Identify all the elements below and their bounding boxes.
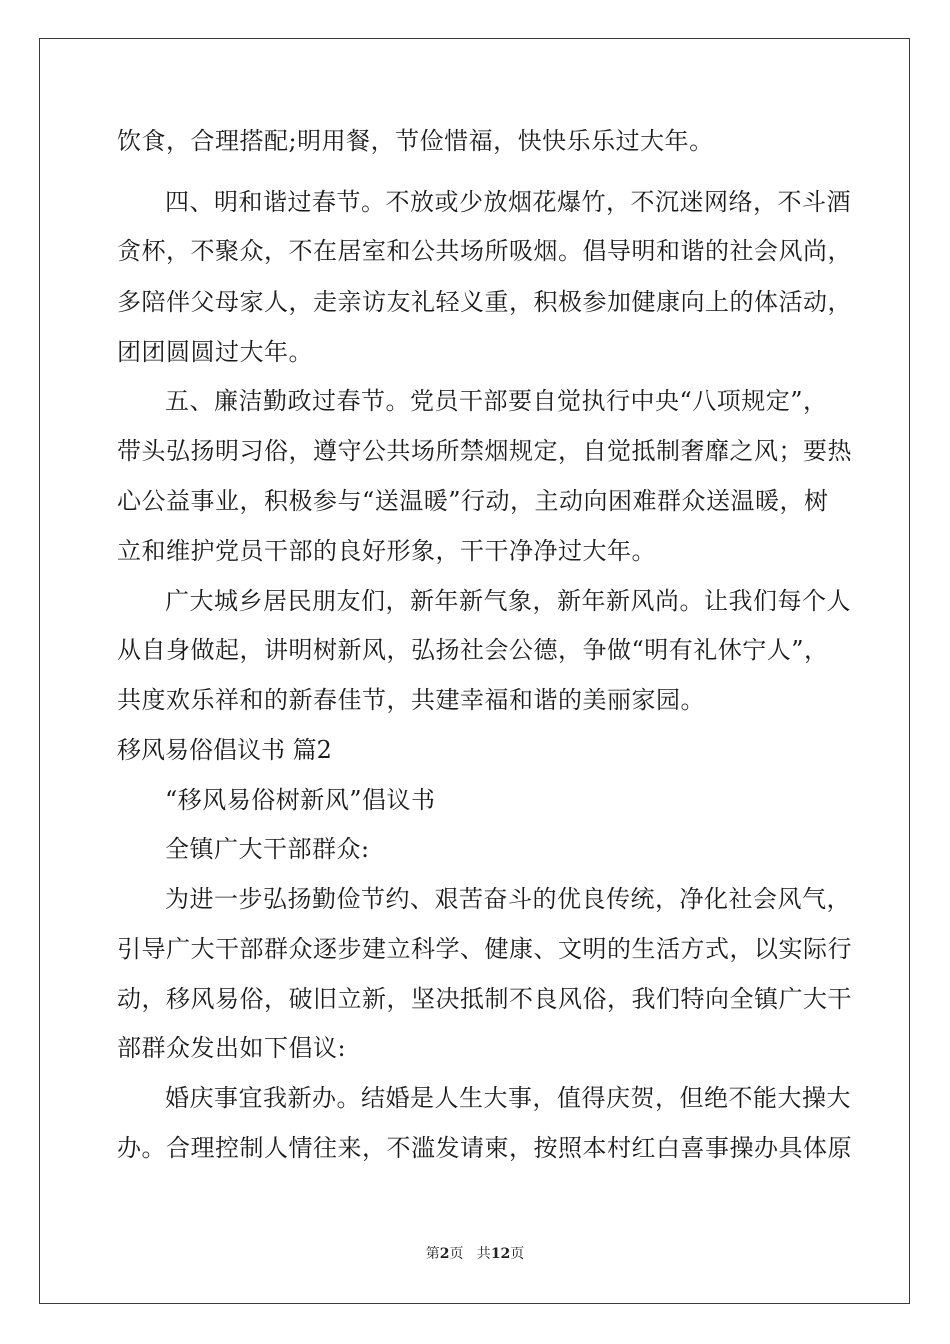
total-page-number: 12 [490, 1246, 511, 1262]
text-line: 贪杯，不聚众，不在居室和公共场所吸烟。倡导明和谐的社会风尚， [117, 237, 852, 265]
text-line: 共度欢乐祥和的新春佳节，共建幸福和谐的美丽家园。 [117, 686, 705, 714]
section-heading: 移风易俗倡议书 篇2 [117, 736, 332, 764]
text-line: 从自身做起，讲明树新风，弘扬社会公德，争做“明有礼休宁人”， [117, 636, 829, 664]
footer-prefix: 第 [425, 1246, 440, 1262]
paragraph-closing-line: 广大城乡居民朋友们，新年新气象，新年新风尚。让我们每个人 [165, 587, 851, 615]
paragraph-wedding-line: 婚庆事宜我新办。结婚是人生大事，值得庆贺，但绝不能大操大 [165, 1084, 851, 1112]
text-line: 引导广大干部群众逐步建立科学、健康、文明的生活方式，以实际行 [117, 935, 852, 963]
text-line: 多陪伴父母家人，走亲访友礼轻义重，积极参加健康向上的体活动， [117, 288, 852, 316]
paragraph-4-line: 四、明和谐过春节。不放或少放烟花爆竹，不沉迷网络，不斗酒 [165, 188, 851, 216]
text-line: 带头弘扬明习俗，遵守公共场所禁烟规定，自觉抵制奢靡之风；要热 [117, 437, 852, 465]
footer-middle: 页 共 [449, 1246, 491, 1262]
footer-suffix: 页 [510, 1246, 525, 1262]
document-title: “移风易俗树新风”倡议书 [165, 786, 436, 814]
text-line: 饮食，合理搭配;明用餐，节俭惜福，快快乐乐过大年。 [117, 127, 714, 155]
salutation: 全镇广大干部群众: [165, 835, 370, 863]
current-page-number: 2 [439, 1246, 450, 1262]
page-border [39, 38, 910, 1304]
text-line: 办。合理控制人情往来，不滥发请柬，按照本村红白喜事操办具体原 [117, 1134, 852, 1162]
page-footer [0, 1243, 950, 1263]
paragraph-5-line: 五、廉洁勤政过春节。党员干部要自觉执行中央“八项规定”， [165, 387, 828, 415]
text-line: 心公益事业，积极参与“送温暖”行动，主动向困难群众送温暖，树 [117, 487, 829, 515]
text-line: 动，移风易俗，破旧立新，坚决抵制不良风俗，我们特向全镇广大干 [117, 985, 852, 1013]
paragraph-intro-line: 为进一步弘扬勤俭节约、艰苦奋斗的优良传统，净化社会风气， [165, 885, 851, 913]
text-line: 团团圆圆过大年。 [117, 338, 313, 366]
text-line: 部群众发出如下倡议: [117, 1034, 347, 1062]
text-line: 立和维护党员干部的良好形象，干干净净过大年。 [117, 537, 656, 565]
